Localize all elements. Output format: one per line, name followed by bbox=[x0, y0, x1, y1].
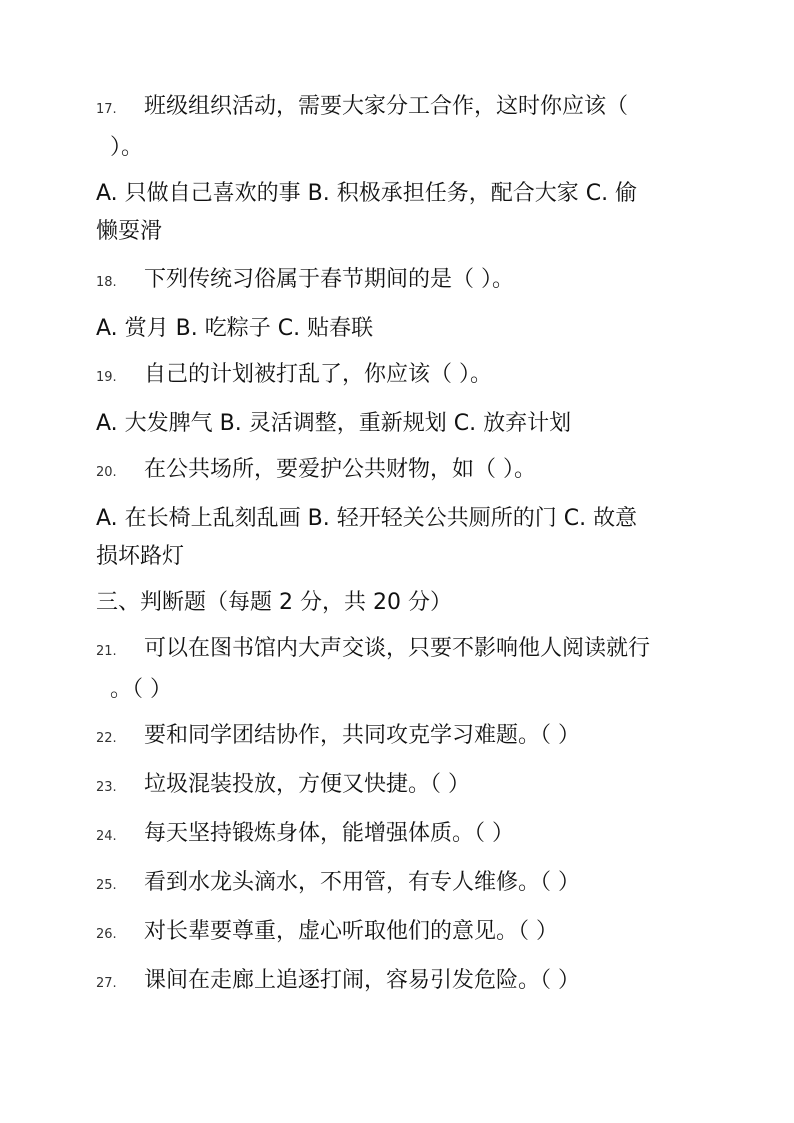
question-options: A. 在长椅上乱刻乱画 B. 轻开轻关公共厕所的门 C. 故意 bbox=[96, 506, 638, 531]
question-26 bbox=[96, 913, 700, 954]
question-number: 20. bbox=[96, 465, 117, 480]
question-text: 每天坚持锻炼身体，能增强体质。（ ） bbox=[144, 821, 514, 846]
question-text-continued: ）。 bbox=[110, 135, 144, 160]
question-number: 24. bbox=[96, 829, 117, 844]
question-24 bbox=[96, 815, 700, 856]
question-20 bbox=[96, 451, 700, 492]
question-number: 27. bbox=[96, 976, 117, 991]
question-options: A. 大发脾气 B. 灵活调整，重新规划 C. 放弃计划 bbox=[96, 411, 572, 436]
question-27 bbox=[96, 962, 700, 1003]
question-text-continued: 。（ ） bbox=[110, 677, 172, 702]
question-number: 19. bbox=[96, 370, 117, 385]
question-number: 18. bbox=[96, 275, 117, 290]
question-19 bbox=[96, 356, 700, 397]
question-text: 对长辈要尊重，虚心听取他们的意见。（ ） bbox=[144, 919, 558, 944]
document-content bbox=[96, 88, 700, 1003]
question-text: 班级组织活动，需要大家分工合作，这时你应该（ bbox=[144, 94, 629, 119]
question-number: 21. bbox=[96, 644, 117, 659]
question-text: 垃圾混装投放，方便又快捷。（ ） bbox=[144, 772, 470, 797]
question-options: A. 赏月 B. 吃粽子 C. 贴春联 bbox=[96, 316, 374, 341]
section-title: 三、判断题（每题 2 分，共 20 分） bbox=[96, 590, 452, 615]
question-23 bbox=[96, 766, 700, 807]
question-21 bbox=[96, 630, 700, 671]
question-17 bbox=[96, 88, 700, 129]
question-text: 课间在走廊上追逐打闹，容易引发危险。（ ） bbox=[144, 968, 580, 993]
question-number: 23. bbox=[96, 780, 117, 795]
question-options-continued: 损坏路灯 bbox=[96, 544, 185, 569]
question-25 bbox=[96, 864, 700, 905]
question-options-continued: 懒耍滑 bbox=[96, 219, 163, 244]
question-22 bbox=[96, 717, 700, 758]
question-18 bbox=[96, 261, 700, 302]
question-text: 看到水龙头滴水，不用管，有专人维修。（ ） bbox=[144, 870, 580, 895]
question-text: 可以在图书馆内大声交谈，只要不影响他人阅读就行 bbox=[144, 636, 651, 661]
question-number: 22. bbox=[96, 731, 117, 746]
question-text: 在公共场所，要爱护公共财物，如（ ）。 bbox=[144, 457, 536, 482]
question-text: 要和同学团结协作，共同攻克学习难题。（ ） bbox=[144, 723, 580, 748]
question-number: 17. bbox=[96, 102, 117, 117]
question-text: 自己的计划被打乱了，你应该（ ）。 bbox=[144, 362, 492, 387]
question-options: A. 只做自己喜欢的事 B. 积极承担任务，配合大家 C. 偷 bbox=[96, 181, 638, 206]
question-number: 25. bbox=[96, 878, 117, 893]
question-text: 下列传统习俗属于春节期间的是（ ）。 bbox=[144, 267, 514, 292]
question-number: 26. bbox=[96, 927, 117, 942]
